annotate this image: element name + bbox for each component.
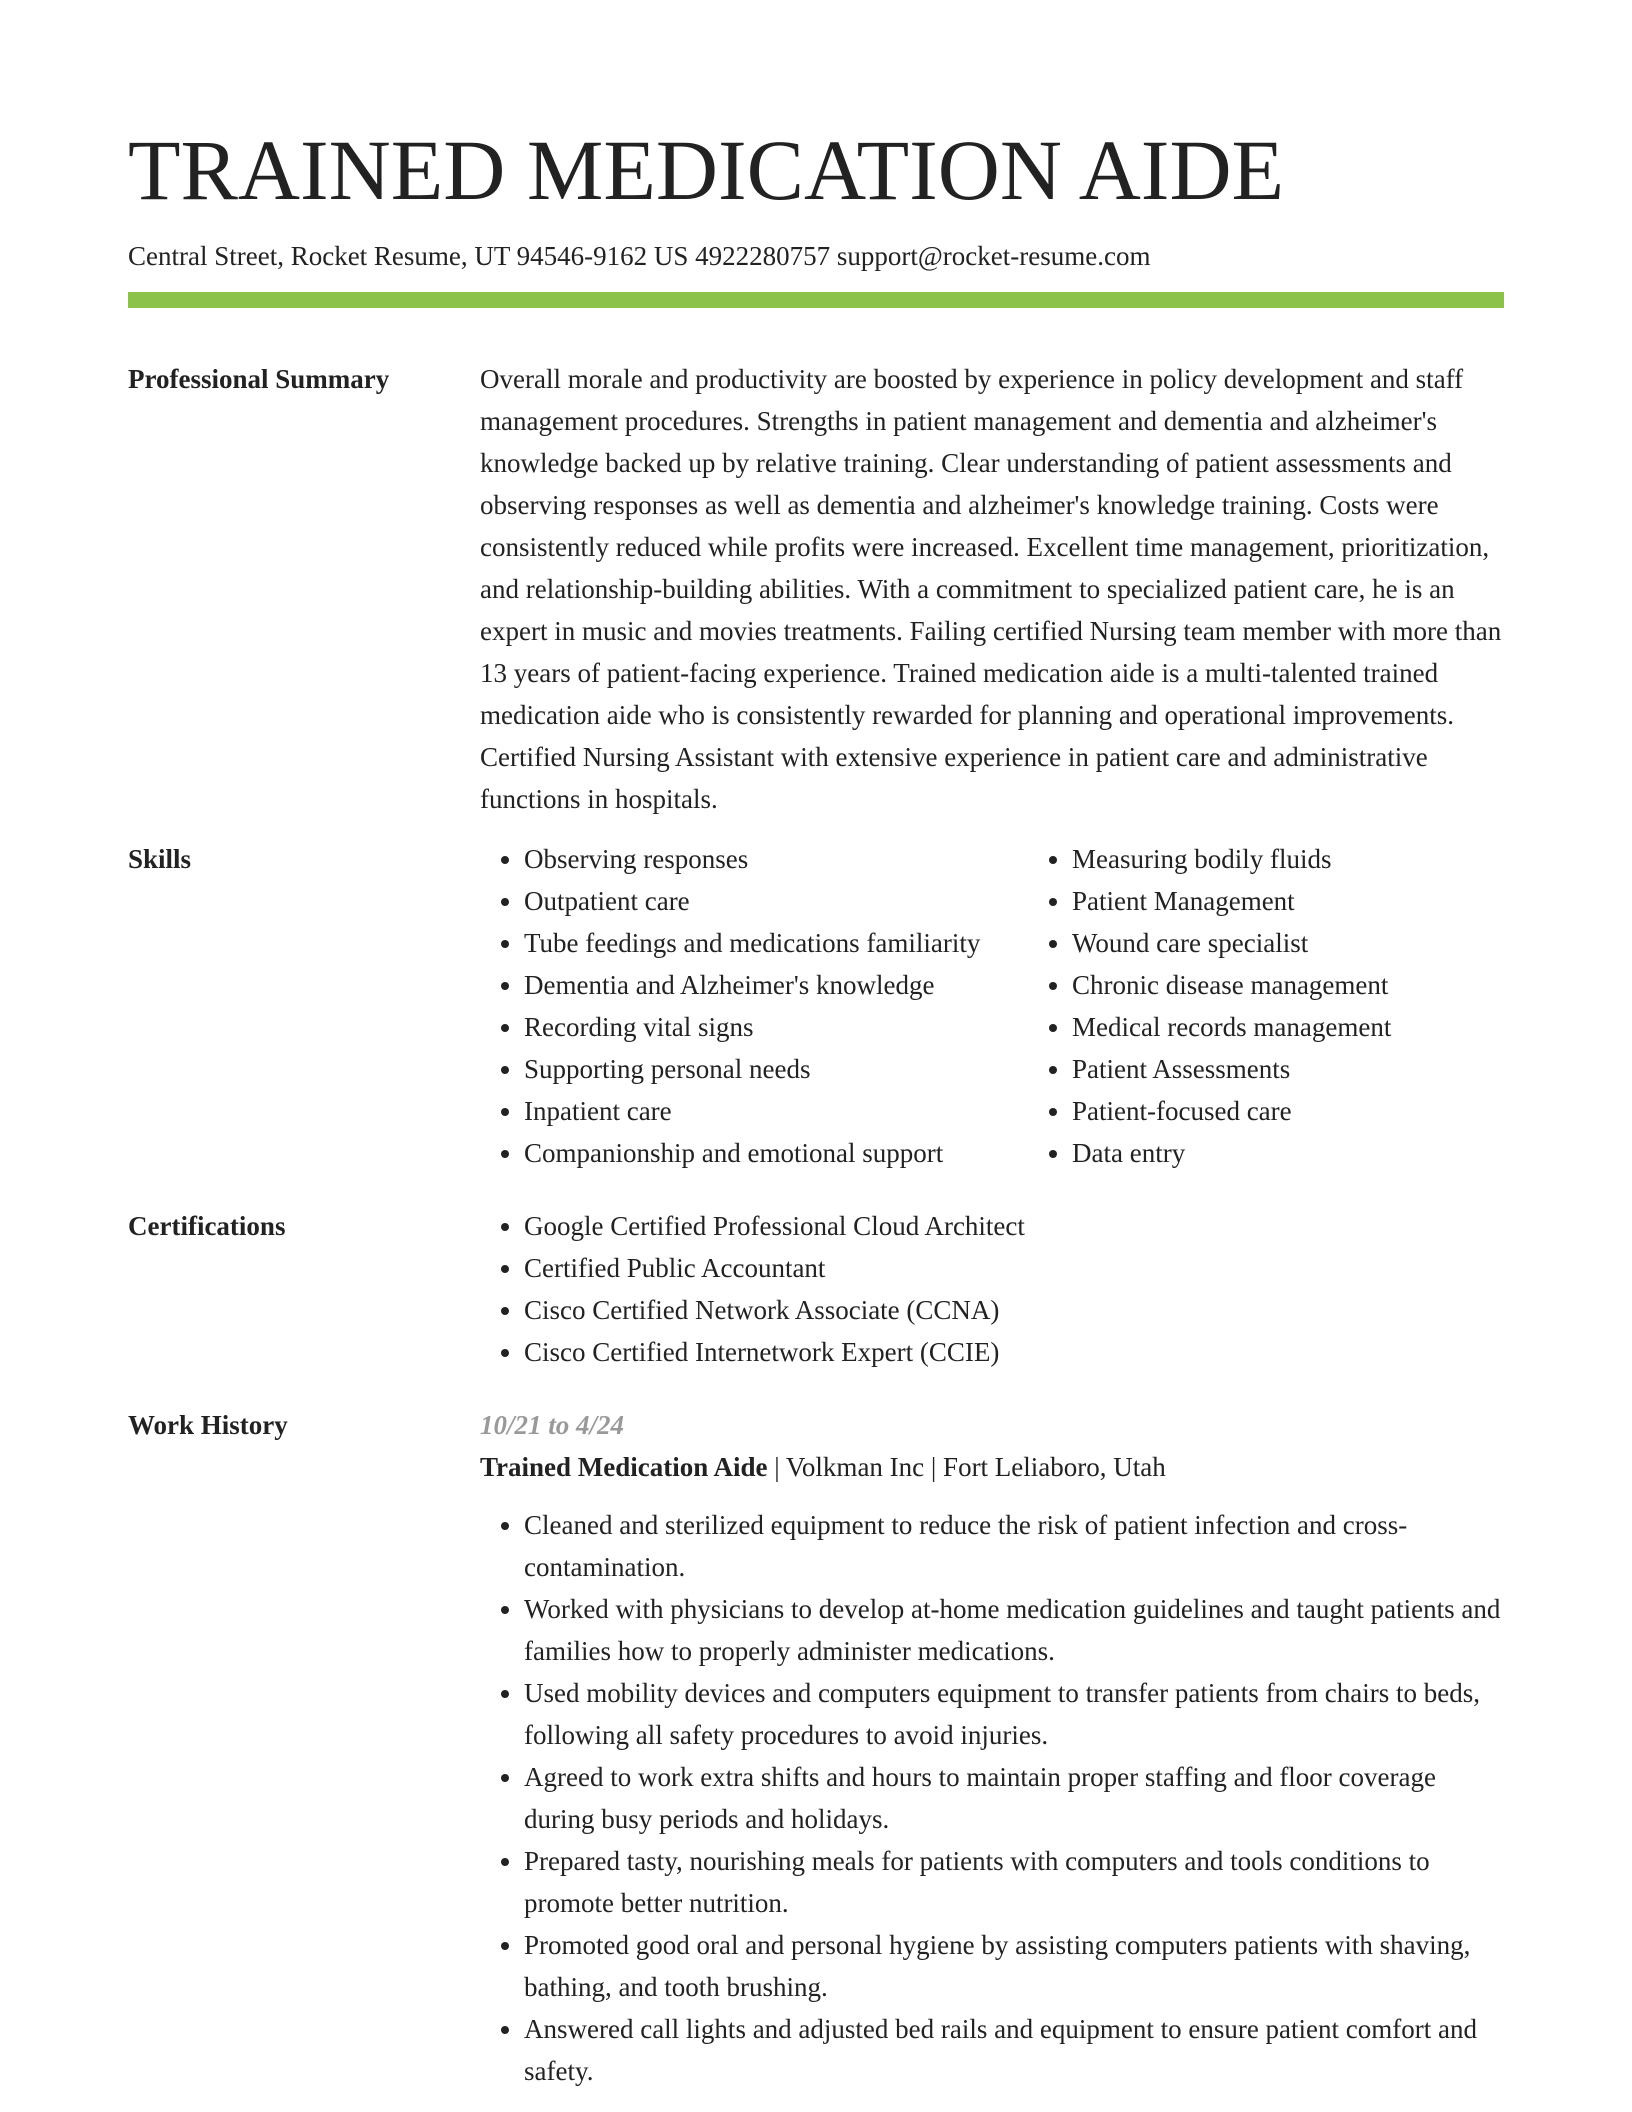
skills-list-left (480, 838, 1028, 1174)
certification-item: • Cisco Certified Internetwork Expert (CCIE) (524, 1331, 1504, 1373)
job-bullet: • Answered call lights and adjusted bed rails and equipment to ensure patient comfort and safety. (524, 2008, 1504, 2092)
job-company-location: | Volkman Inc | Fort Leliaboro, Utah (767, 1452, 1166, 1482)
certification-item: • Google Certified Professional Cloud Architect (524, 1205, 1504, 1247)
skills-list-right (1028, 838, 1592, 1174)
skill-item: • Tube feedings and medications familiarity (524, 922, 1028, 964)
skill-item: • Dementia and Alzheimer's knowledge (524, 964, 1028, 1006)
certification-item: • Certified Public Accountant (524, 1247, 1504, 1289)
skills-columns (480, 838, 1592, 1174)
job-bullet-list (480, 1504, 1504, 2092)
skill-item: • Measuring bodily fluids (1072, 838, 1592, 880)
skill-item: • Data entry (1072, 1132, 1592, 1174)
resume-name: TRAINED MEDICATION AIDE (128, 122, 1285, 218)
job-dates: 10/21 to 4/24 (480, 1410, 625, 1440)
section-certifications (128, 1205, 1504, 1373)
skill-item: • Patient Assessments (1072, 1048, 1592, 1090)
resume-page (128, 0, 1504, 2092)
section-body (480, 358, 1504, 820)
job-bullet: • Prepared tasty, nourishing meals for patients with computers and tools conditions to promote better nutrition. (524, 1840, 1504, 1924)
certifications-list (480, 1205, 1504, 1373)
skill-item: • Supporting personal needs (524, 1048, 1028, 1090)
job-title: Trained Medication Aide (480, 1452, 768, 1482)
skill-item: • Recording vital signs (524, 1006, 1028, 1048)
skill-item: • Chronic disease management (1072, 964, 1592, 1006)
skill-item: • Medical records management (1072, 1006, 1592, 1048)
contact-line: Central Street, Rocket Resume, UT 94546-9162 US 4922280757 support@rocket-resume.com (128, 241, 1151, 271)
header-divider (128, 292, 1504, 308)
job-bullet: • Used mobility devices and computers equipment to transfer patients from chairs to beds, following all safety procedures to avoid injuries. (524, 1672, 1504, 1756)
skill-item: • Inpatient care (524, 1090, 1028, 1132)
section-title: Certifications (128, 1211, 286, 1241)
section-title: Work History (128, 1410, 288, 1440)
job-bullet: • Promoted good oral and personal hygiene by assisting computers patients with shaving, bathing, and tooth brushing. (524, 1924, 1504, 2008)
skill-item: • Wound care specialist (1072, 922, 1592, 964)
skill-item: • Observing responses (524, 838, 1028, 880)
summary-text: Overall morale and productivity are boosted by experience in policy development and staff management procedures. Strengths in patient management and dementia and alzheimer's knowledge backed up by relative training. Clear understanding of patient assessments and observing responses as well as dementia and alzheimer's knowledge training. Costs were consistently reduced while profits were increased. Excellent time management, prioritization, and relationship-building abilities. With a commitment to specialized patient care, he is an expert in music and movies treatments. Failing certified Nursing team member with more than 13 years of patient-facing experience. Trained medication aide is a multi-talented trained medication aide who is consistently rewarded for planning and operational improvements. Certified Nursing Assistant with extensive experience in patient care and administrative functions in hospitals. (480, 364, 1502, 814)
job-bullet: • Agreed to work extra shifts and hours to maintain proper staffing and floor coverage during busy periods and holidays. (524, 1756, 1504, 1840)
skill-item: • Companionship and emotional support (524, 1132, 1028, 1174)
section-skills (128, 838, 1504, 1174)
skill-item: • Patient Management (1072, 880, 1592, 922)
section-title: Skills (128, 844, 192, 874)
section-title: Professional Summary (128, 364, 390, 394)
section-work-history (128, 1404, 1504, 2092)
job-heading (480, 1446, 1504, 1488)
section-professional-summary (128, 358, 1504, 820)
skill-item: • Patient-focused care (1072, 1090, 1592, 1132)
job-bullet: • Worked with physicians to develop at-home medication guidelines and taught patients and families how to properly administer medications. (524, 1588, 1504, 1672)
job-bullet: • Cleaned and sterilized equipment to reduce the risk of patient infection and cross-contamination. (524, 1504, 1504, 1588)
section-body (480, 1205, 1504, 1373)
skill-item: • Outpatient care (524, 880, 1028, 922)
section-body (480, 1404, 1504, 2092)
certification-item: • Cisco Certified Network Associate (CCNA) (524, 1289, 1504, 1331)
